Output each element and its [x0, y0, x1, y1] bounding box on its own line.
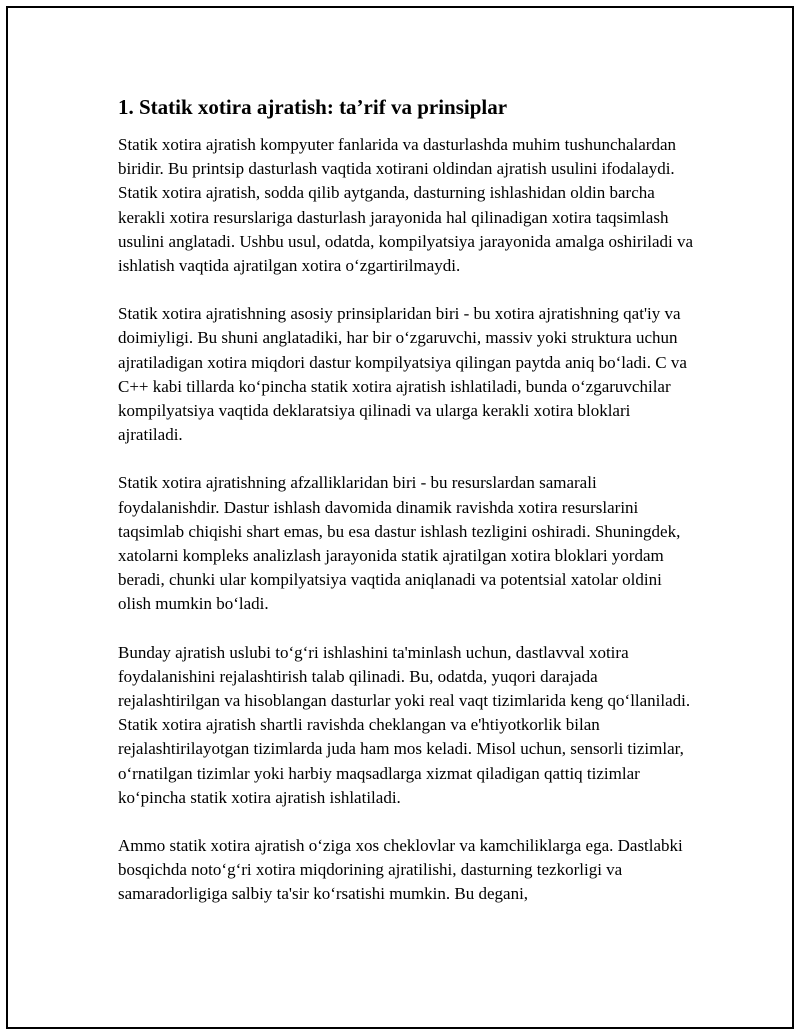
paragraph-definition: Statik xotira ajratish kompyuter fanlarida va dasturlashda muhim tushunchalardan biridir. Bu printsip dasturlash vaqtida xotirani oldindan ajratish usulini ifodalaydi. Statik xotira ajratish, sodda qilib aytganda, dasturning ishlashidan oldin barcha kerakli xotira resurslariga dasturlash jarayonida hal qilinadigan xotira taqsimlash usulini anglatadi. Ushbu usul, odatda, kompilyatsiya jarayonida amalga oshiriladi va ishlatish vaqtida ajratilgan xotira o‘zgartirilmaydi. — [118, 135, 694, 276]
paragraph-advantages: Statik xotira ajratishning afzalliklaridan biri - bu resurslardan samarali foydalanishdir. Dastur ishlash davomida dinamik ravishda xotira resurslarini taqsimlab chiqishi shart emas, bu esa dastur ishlash tezligini oshiradi. Shuningdek, xatolarni kompleks analizlash jarayonida statik ajratilgan xotira bloklari yordam beradi, chunki ular kompilyatsiya vaqtida aniqlanadi va potentsial xatolar oldini olish mumkin bo‘ladi. — [118, 473, 681, 614]
paragraph-planning: Bunday ajratish uslubi to‘g‘ri ishlashini ta'minlash uchun, dastlavval xotira foydalanishini rejalashtirish talab qilinadi. Bu, odatda, yuqori darajada rejalashtirilgan va hisoblangan dasturlar yoki real vaqt tizimlarida keng qo‘llaniladi. Statik xotira ajratish shartli ravishda cheklangan va e'htiyotkorlik bilan rejalashtirilayotgan tizimlarda juda ham mos keladi. Misol uchun, sensorli tizimlar, o‘rnatilgan tizimlar yoki harbiy maqsadlarga xizmat qiladigan qattiq tizimlar ko‘pincha statik xotira ajratish ishlatiladi. — [118, 642, 691, 807]
paragraph-limitations: Ammo statik xotira ajratish o‘ziga xos cheklovlar va kamchiliklarga ega. Dastlabki bosqichda noto‘g‘ri xotira miqdorining ajratilishi, dasturning tezkorligi va samaradorligiga salbiy ta'sir ko‘rsatishi mumkin. Bu degani, — [118, 836, 683, 904]
document-body — [118, 92, 698, 907]
paragraph-principles: Statik xotira ajratishning asosiy prinsiplaridan biri - bu xotira ajratishning qat'iy va doimiyligi. Bu shuni anglatadiki, har bir o‘zgaruvchi, massiv yoki struktura uchun ajratiladigan xotira miqdori dastur kompilyatsiya qilingan paytda aniq bo‘ladi. C va C++ kabi tillarda ko‘pincha statik xotira ajratish ishlatiladi, bunda o‘zgaruvchilar kompilyatsiya vaqtida deklaratsiya qilinadi va ularga kerakli xotira bloklari ajratiladi. — [118, 304, 687, 445]
section-heading: 1. Statik xotira ajratish: ta’rif va prinsiplar — [118, 95, 508, 119]
